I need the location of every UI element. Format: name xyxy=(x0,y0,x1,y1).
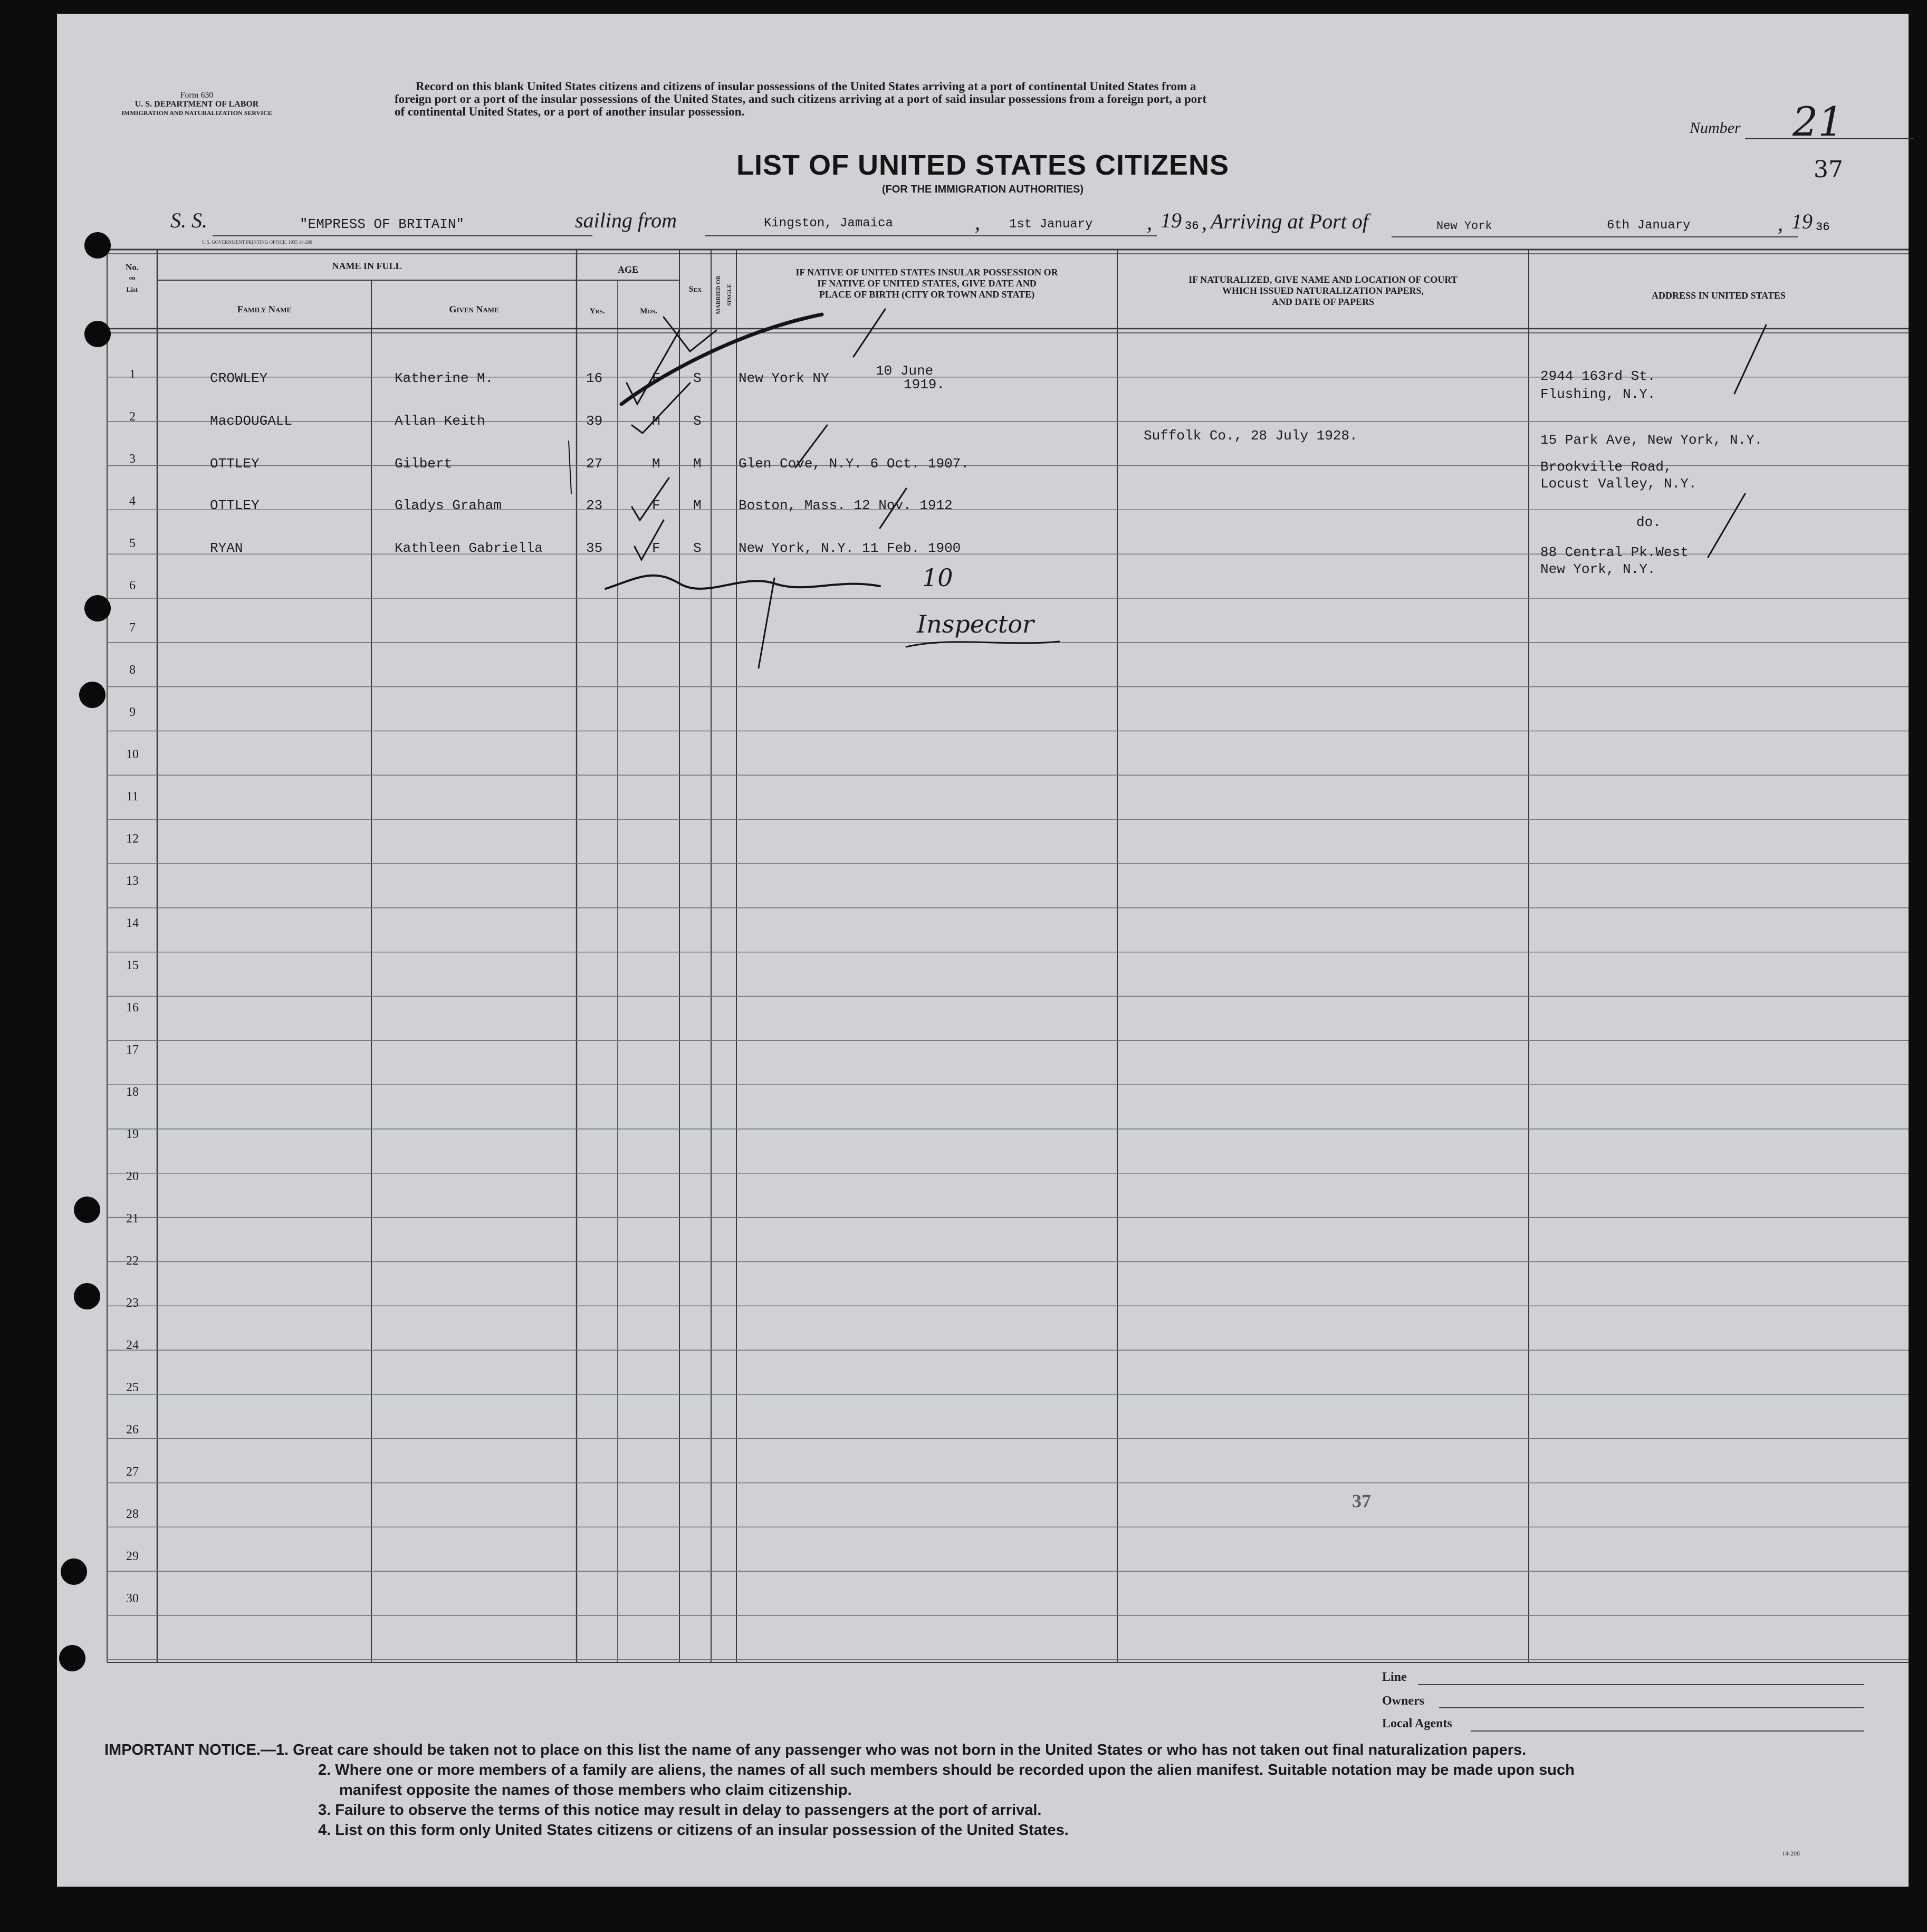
signature-tail xyxy=(759,578,774,668)
binder-hole xyxy=(84,232,111,259)
address-line-2: Locust Valley, N.Y. xyxy=(1540,476,1697,492)
manifest-page xyxy=(57,14,1909,1887)
header-given-name: Given Name xyxy=(449,304,499,314)
row-number: 19 xyxy=(126,1127,139,1141)
header-married-or-single: MARRIED OR SINGLE xyxy=(715,275,733,314)
header-name-in-full: NAME IN FULL xyxy=(332,261,402,271)
intro-line-1: Record on this blank United States citizens and citizens of insular possessions of the United States arriving at a port of continental United States from a xyxy=(416,80,1196,93)
important-notice xyxy=(104,1740,1887,1840)
handwritten-marks xyxy=(57,14,1909,1887)
header-birth-line-3: PLACE OF BIRTH (CITY OR TOWN AND STATE) xyxy=(819,289,1035,300)
row-number: 30 xyxy=(126,1592,139,1605)
family-name: OTTLEY xyxy=(210,456,260,472)
printer-note: U.S. GOVERNMENT PRINTING OFFICE: 1935 14-208 xyxy=(202,240,313,245)
address-line-1: 15 Park Ave, New York, N.Y. xyxy=(1540,432,1763,448)
given-name: Katherine M. xyxy=(395,370,494,386)
address-line-1: 2944 163rd St. xyxy=(1540,368,1656,384)
birth-place: Glen Cove, N.Y. 6 Oct. 1907. xyxy=(739,456,969,472)
number-label: Number xyxy=(1690,119,1741,137)
row-number: 27 xyxy=(126,1465,139,1479)
given-name: Gilbert xyxy=(395,456,453,472)
row-number: 15 xyxy=(126,959,139,972)
row-number: 5 xyxy=(129,537,136,550)
row-number: 6 xyxy=(129,579,136,592)
birth-date-line-2: 1919. xyxy=(904,377,945,393)
row-number: 22 xyxy=(126,1254,139,1268)
header-yrs: Yrs. xyxy=(589,307,605,315)
marital-status: M xyxy=(693,456,702,472)
tick-birth-4 xyxy=(880,489,906,528)
sex: M xyxy=(652,413,660,429)
owners-label: Owners xyxy=(1382,1694,1424,1708)
service-name: IMMIGRATION AND NATURALIZATION SERVICE xyxy=(121,109,272,117)
family-name: MacDOUGALL xyxy=(210,413,293,429)
intro-line-3: of continental United States, or a port of another insular possession. xyxy=(395,105,745,118)
sailing-from-label: sailing from xyxy=(575,208,677,232)
ss-label: S. S. xyxy=(170,208,207,232)
form-number: Form 630 xyxy=(180,91,214,100)
inspector-title: Inspector xyxy=(917,610,1034,638)
arrival-port: New York xyxy=(1436,219,1492,233)
line-underline xyxy=(1418,1684,1864,1685)
header-sex: Sex xyxy=(688,285,702,294)
bracket-mark xyxy=(569,441,571,494)
age-years: 16 xyxy=(586,370,603,386)
sex: M xyxy=(652,456,660,472)
header-address: ADDRESS IN UNITED STATES xyxy=(1652,290,1786,301)
address-line-2: Flushing, N.Y. xyxy=(1540,386,1656,402)
binder-hole xyxy=(74,1283,100,1309)
birth-place: New York, N.Y. 11 Feb. 1900 xyxy=(739,540,961,556)
sex: F xyxy=(652,498,660,513)
row-number: 25 xyxy=(126,1381,139,1394)
given-name: Kathleen Gabriella xyxy=(395,540,543,556)
birth-date-line-1: 10 June xyxy=(876,363,934,379)
notice-item-4: 4. List on this form only United States citizens or citizens of an insular possession of the United States. xyxy=(318,1822,1069,1839)
binder-hole xyxy=(59,1645,85,1671)
departure-date: 1st January xyxy=(1009,217,1093,232)
row-number: 24 xyxy=(126,1338,139,1352)
check-mark-4 xyxy=(632,478,669,520)
tick-birth-1 xyxy=(854,309,885,357)
row-number: 21 xyxy=(126,1212,139,1226)
check-mark-5 xyxy=(635,520,664,560)
arrival-year-suffix: 36 xyxy=(1816,221,1830,234)
list-number: 21 xyxy=(1792,98,1844,145)
departure-year-suffix: 36 xyxy=(1185,219,1199,233)
tick-birth-3 xyxy=(795,425,827,467)
age-years: 35 xyxy=(586,540,603,556)
header-no-line-3: List xyxy=(126,285,138,293)
row-number: 23 xyxy=(126,1296,139,1310)
row-number: 4 xyxy=(129,494,136,508)
family-name: RYAN xyxy=(210,540,243,556)
binder-hole xyxy=(61,1558,87,1585)
row-number: 13 xyxy=(126,874,139,888)
comma-4: , xyxy=(1778,212,1783,235)
marital-status: M xyxy=(693,498,702,513)
marital-status: S xyxy=(693,413,702,429)
header-nat-line-2: WHICH ISSUED NATURALIZATION PAPERS, xyxy=(1222,285,1424,296)
form-code: 14-208 xyxy=(1782,1850,1800,1857)
binder-hole xyxy=(84,595,111,621)
intro-line-2: foreign port or a port of the insular possessions of the United States, and such citizens arriving at a port of said insular possessions from a foreign port, a port xyxy=(395,92,1207,106)
birth-place: New York NY xyxy=(739,370,829,386)
notice-item-3: 3. Failure to observe the terms of this notice may result in delay to passengers at the port of arrival. xyxy=(318,1802,1042,1819)
address-line-1: Brookville Road, xyxy=(1540,459,1672,475)
binder-hole xyxy=(74,1197,100,1223)
notice-item-2b: manifest opposite the names of those members who claim citizenship. xyxy=(339,1782,852,1799)
address-line-1: 88 Central Pk.West xyxy=(1540,544,1689,560)
arrival-year-prefix: 19 xyxy=(1791,209,1813,233)
age-years: 27 xyxy=(586,456,603,472)
header-no-line-2: on xyxy=(129,275,136,281)
comma-2: , xyxy=(1147,211,1152,234)
page-subtitle: (FOR THE IMMIGRATION AUTHORITIES) xyxy=(881,184,1084,195)
family-name: OTTLEY xyxy=(210,498,260,513)
family-name: CROWLEY xyxy=(210,370,268,386)
pen-stroke-large xyxy=(621,314,822,404)
row-number: 14 xyxy=(126,916,139,930)
sex: F xyxy=(652,370,660,386)
birth-place: Boston, Mass. 12 Nov. 1912 xyxy=(739,498,953,513)
row-number: 10 xyxy=(126,748,139,761)
comma-3: , xyxy=(1202,211,1207,234)
check-mark-header xyxy=(664,317,716,351)
header-nat-line-1: IF NATURALIZED, GIVE NAME AND LOCATION OF COURT xyxy=(1188,274,1458,285)
arrival-date: 6th January xyxy=(1607,218,1691,233)
notice-item-1: Great care should be taken not to place on this list the name of any passenger who was not born in the United States or who has not taken out final naturalization papers. xyxy=(293,1742,1527,1758)
row-number: 28 xyxy=(126,1507,139,1521)
header-no-line-1: No. xyxy=(125,262,139,272)
age-years: 23 xyxy=(586,498,603,513)
marital-status: S xyxy=(693,370,702,386)
tick-address-4 xyxy=(1708,494,1745,557)
row-number: 8 xyxy=(129,663,136,677)
address-line-2: New York, N.Y. xyxy=(1540,561,1656,577)
agents-label: Local Agents xyxy=(1382,1717,1452,1730)
header-birth-line-2: IF NATIVE OF UNITED STATES, GIVE DATE AND xyxy=(817,278,1037,289)
corner-number: 37 xyxy=(1814,156,1843,183)
inspector-underline xyxy=(906,642,1059,647)
marital-status: S xyxy=(693,540,702,556)
agents-underline xyxy=(1471,1730,1864,1732)
row-number: 18 xyxy=(126,1085,139,1099)
row-number: 1 xyxy=(129,368,136,381)
address-line-1: do. xyxy=(1636,514,1661,530)
header-mos: Mos. xyxy=(640,307,657,315)
page-title: LIST OF UNITED STATES CITIZENS xyxy=(736,149,1229,181)
header-family-name: Family Name xyxy=(237,304,292,314)
age-years: 39 xyxy=(586,413,603,429)
page-stamp: 37 xyxy=(1352,1490,1371,1512)
header-age: AGE xyxy=(617,264,638,275)
binder-hole xyxy=(84,321,111,347)
header-nat-line-3: AND DATE OF PAPERS xyxy=(1271,297,1375,307)
row-number: 11 xyxy=(126,790,139,804)
sailing-from-port: Kingston, Jamaica xyxy=(764,216,893,231)
tick-address-1 xyxy=(1734,325,1766,394)
row-number: 9 xyxy=(129,705,136,719)
row-number: 2 xyxy=(129,410,136,424)
row-number: 29 xyxy=(126,1550,139,1563)
department-name: U. S. DEPARTMENT OF LABOR xyxy=(135,100,259,109)
notice-heading: IMPORTANT NOTICE.—1. xyxy=(104,1742,289,1758)
comma-1: , xyxy=(975,211,980,234)
row-number: 26 xyxy=(126,1423,139,1437)
sex: F xyxy=(652,540,660,556)
owners-underline xyxy=(1439,1707,1864,1708)
binder-hole xyxy=(79,682,106,708)
row-number: 16 xyxy=(126,1001,139,1015)
inspector-signature xyxy=(606,576,880,589)
row-number: 17 xyxy=(126,1043,139,1057)
row-number: 12 xyxy=(126,832,139,846)
departure-year-prefix: 19 xyxy=(1161,208,1182,232)
arriving-label: Arriving at Port of xyxy=(1211,209,1368,233)
header-birth-line-1: IF NATIVE OF UNITED STATES INSULAR POSSESSION OR xyxy=(795,267,1058,278)
given-name: Allan Keith xyxy=(395,413,485,429)
row-number: 20 xyxy=(126,1170,139,1183)
ship-name: "EMPRESS OF BRITAIN" xyxy=(300,216,465,232)
naturalization-court: Suffolk Co., 28 July 1928. xyxy=(1144,428,1358,444)
notice-item-2a: 2. Where one or more members of a family are aliens, the names of all such members should be recorded upon the alien manifest. Suitable notation may be made upon such xyxy=(318,1762,1575,1778)
given-name: Gladys Graham xyxy=(395,498,502,513)
inspector-fee: 10 xyxy=(922,563,953,592)
row-number: 3 xyxy=(129,452,136,466)
line-label: Line xyxy=(1382,1670,1407,1684)
row-number: 7 xyxy=(129,621,136,635)
